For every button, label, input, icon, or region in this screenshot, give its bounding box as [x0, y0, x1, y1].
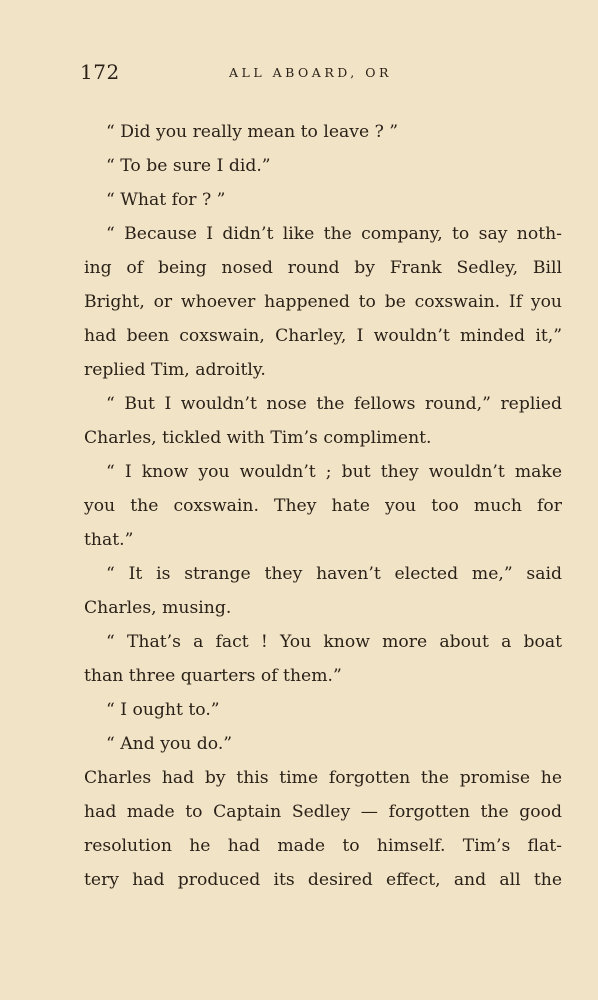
text-line: “ I ought to.” [106, 700, 220, 720]
text-line: Charles, musing. [84, 598, 232, 618]
text-line: that.” [84, 530, 134, 550]
text-line: than three quarters of them.” [84, 666, 342, 686]
text-line: “ Did you really mean to leave ? ” [106, 122, 399, 142]
text-line: “ To be sure I did.” [106, 156, 271, 176]
text-line: resolution he had made to himself. Tim’s flat- [84, 836, 562, 856]
text-line: “ What for ? ” [106, 190, 226, 210]
text-line: you the coxswain. They hate you too much for [84, 496, 562, 516]
text-line: had been coxswain, Charley, I wouldn’t minded it,” [84, 326, 562, 346]
page-number: 172 [80, 60, 120, 84]
text-line: “ But I wouldn’t nose the fellows round,” replied [106, 394, 562, 414]
text-line: ing of being nosed round by Frank Sedley, Bill [84, 258, 562, 278]
text-line: “ And you do.” [106, 734, 233, 754]
text-line: “ That’s a fact ! You know more about a boat [106, 632, 562, 652]
text-line: tery had produced its desired effect, and all the [84, 870, 562, 890]
body-text [84, 115, 562, 897]
text-line: Bright, or whoever happened to be coxswain. If you [84, 292, 562, 312]
text-line: “ Because I didn’t like the company, to say noth- [106, 224, 562, 244]
text-line: replied Tim, adroitly. [84, 360, 266, 380]
running-head: ALL ABOARD, OR [229, 65, 392, 80]
text-line: Charles, tickled with Tim’s compliment. [84, 428, 432, 448]
text-line: “ I know you wouldn’t ; but they wouldn’t make [106, 462, 562, 482]
text-line: Charles had by this time forgotten the promise he [84, 768, 562, 788]
text-line: “ It is strange they haven’t elected me,” said [106, 564, 562, 584]
text-line: had made to Captain Sedley — forgotten the good [84, 802, 562, 822]
